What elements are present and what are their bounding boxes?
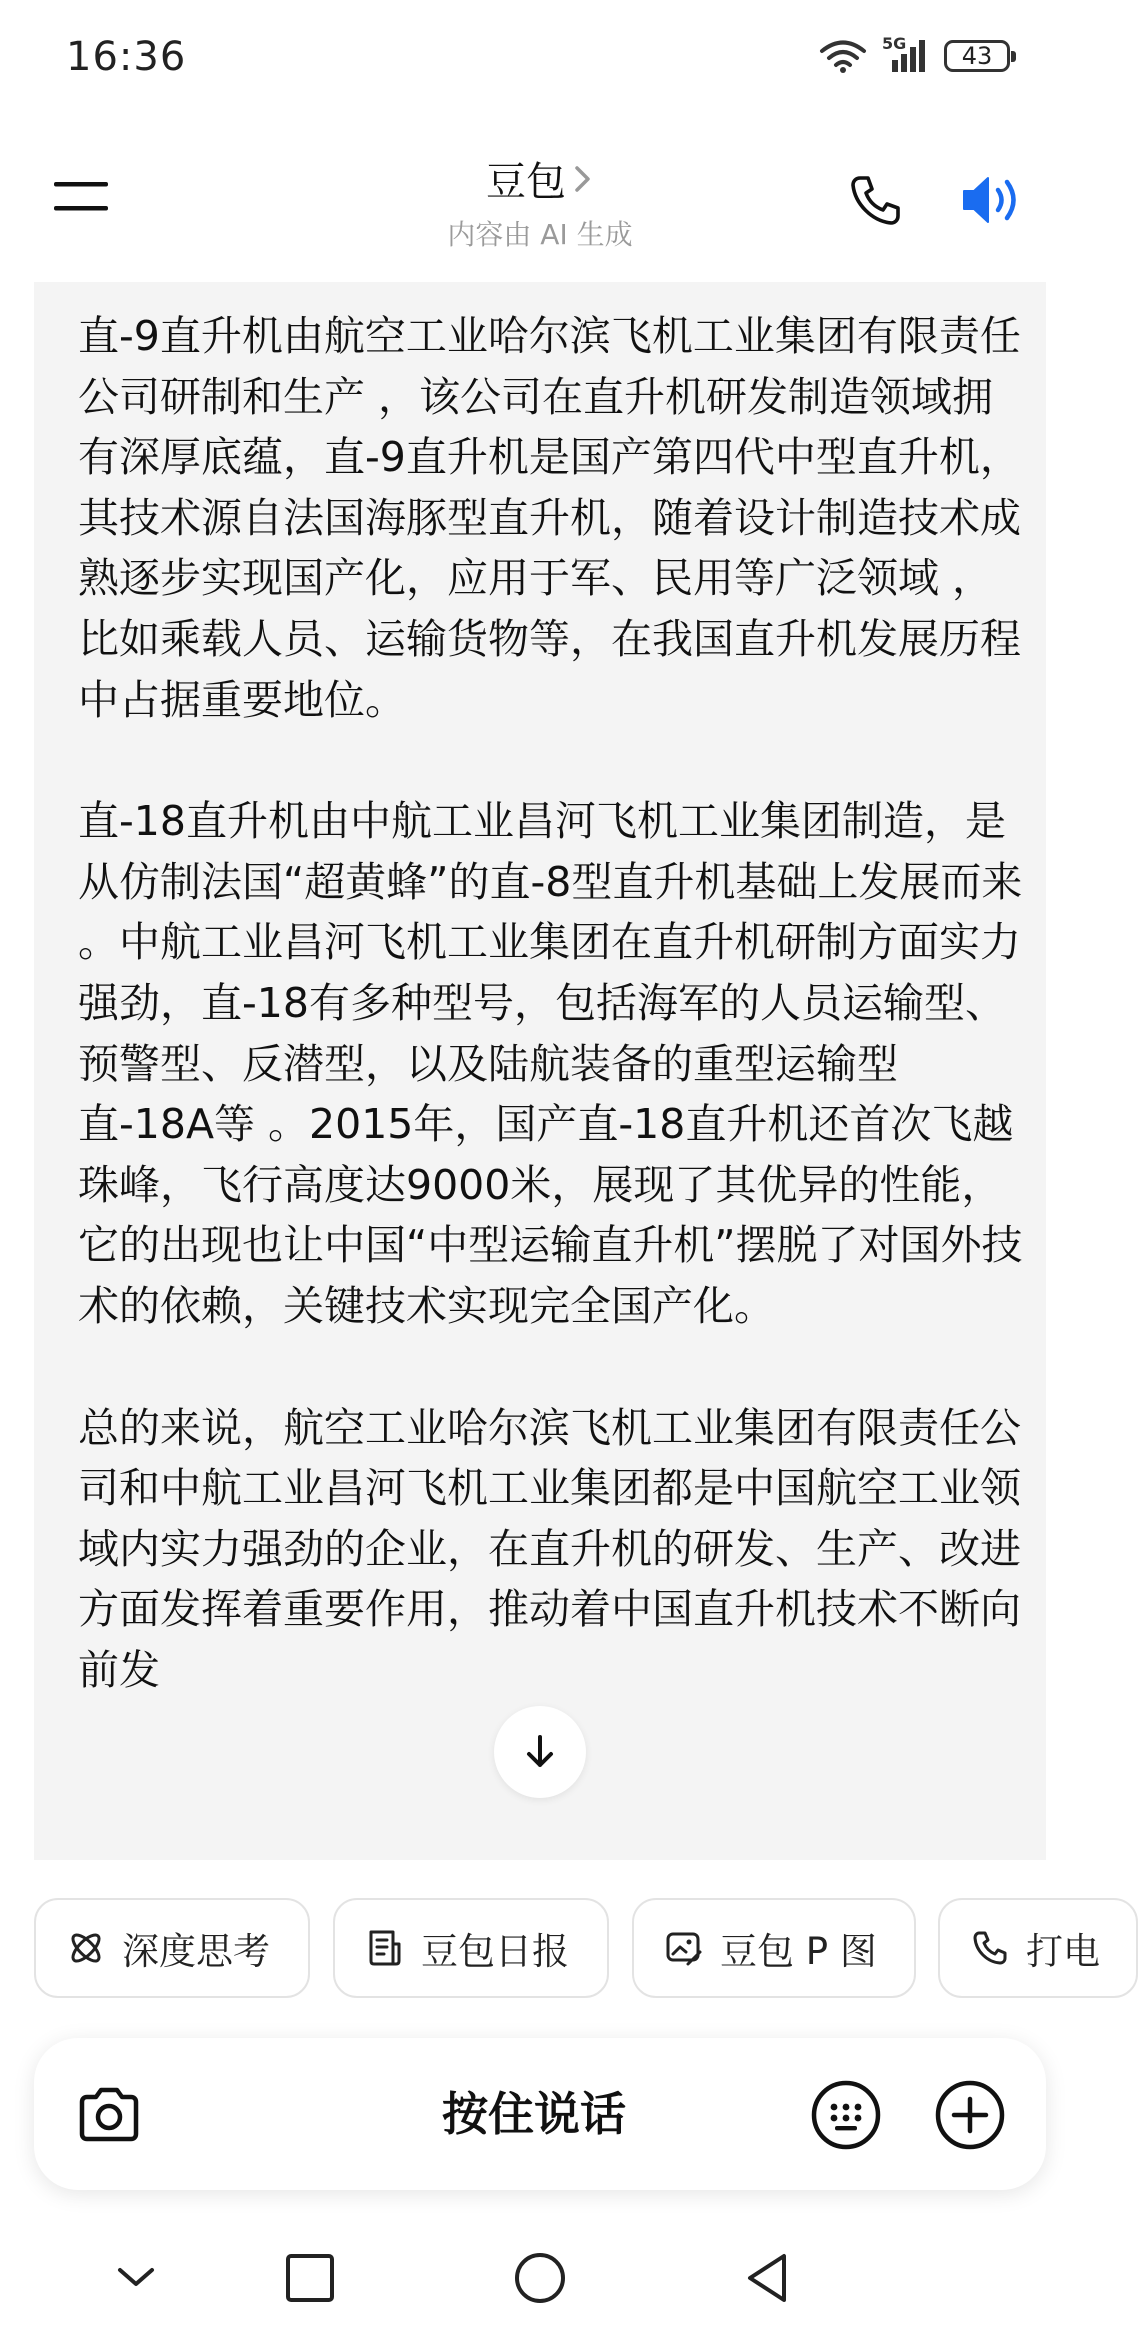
square-icon	[280, 2248, 340, 2308]
chevron-right-icon	[572, 163, 594, 195]
chip-photo-edit[interactable]	[632, 1898, 916, 1998]
nav-back-button[interactable]	[738, 2248, 798, 2308]
speaker-button[interactable]	[960, 170, 1030, 230]
hold-to-talk-button[interactable]: 按住说话	[442, 2087, 626, 2141]
phone-icon	[970, 1928, 1010, 1968]
status-time: 16:36	[66, 34, 187, 80]
title-area	[0, 150, 1080, 253]
newspaper-icon	[365, 1928, 405, 1968]
nav-home-button[interactable]	[510, 2248, 570, 2308]
wifi-icon	[818, 38, 868, 74]
speaker-icon	[960, 170, 1030, 230]
assistant-message	[78, 306, 1028, 1761]
camera-icon	[74, 2080, 144, 2150]
plus-icon	[934, 2079, 1006, 2151]
voice-call-button[interactable]	[846, 170, 906, 230]
chip-phone-call[interactable]	[938, 1898, 1138, 1998]
input-bar	[34, 2038, 1046, 2190]
chip-daily-news[interactable]	[333, 1898, 609, 1998]
cellular-signal	[882, 34, 930, 74]
camera-button[interactable]	[74, 2080, 144, 2150]
message-paragraph: 总的来说，航空工业哈尔滨飞机工业集团有限责任公司和中航工业昌河飞机工业集团都是中国航空工业领域内实力强劲的企业，在直升机的研发、生产、改进方面发挥着重要作用，推动着中国直升机技术不断向前发	[78, 1403, 1021, 1694]
signal-bars-icon	[882, 38, 930, 74]
keyboard-button[interactable]	[810, 2079, 882, 2151]
status-icons	[818, 34, 1010, 74]
circle-icon	[510, 2248, 570, 2308]
chat-header	[0, 120, 1080, 280]
chevron-down-icon	[106, 2248, 166, 2308]
title-link[interactable]	[486, 150, 594, 207]
image-edit-icon	[664, 1928, 704, 1968]
add-attachment-button[interactable]	[934, 2079, 1006, 2151]
triangle-back-icon	[738, 2248, 798, 2308]
message-paragraph: 直-9直升机由航空工业哈尔滨飞机工业集团有限责任公司研制和生产 ，该公司在直升机研发制造领域拥有深厚底蕴，直-9直升机是国产第四代中型直升机，其技术源自法国海豚型直升机，随着设计制造技术成熟逐步实现国产化，应用于军、民用等广泛领域 ，比如乘载人员、运输货物等，在我国直升机发展历程中占据重要地位。	[78, 312, 1021, 724]
page-title: 豆包	[486, 159, 566, 205]
arrow-down-icon	[520, 1732, 560, 1772]
chip-deep-thinking[interactable]	[34, 1898, 310, 1998]
message-paragraph: 直-18直升机由中航工业昌河飞机工业集团制造，是从仿制法国“超黄蜂”的直-8型直升机基础上发展而来 。中航工业昌河飞机工业集团在直升机研制方面实力强劲，直-18有多种型号，包括海军的人员运输型、预警型、反潜型，以及陆航装备的重型运输型直-18A等 。2015年，国产直-18直升机还首次飞越珠峰，飞行高度达9000米，展现了其优异的性能，它的出现也让中国“中型运输直升机”摆脱了对国外技术的依赖，关键技术实现完全国产化。	[78, 797, 1023, 1330]
ai-generated-note: 内容由 AI 生成	[447, 218, 633, 251]
nav-recents-button[interactable]	[280, 2248, 340, 2308]
battery-indicator: 43	[944, 40, 1010, 72]
status-bar	[0, 0, 1080, 120]
chip-label: 打电	[1026, 1930, 1100, 1973]
nav-collapse-button[interactable]	[106, 2248, 166, 2308]
system-nav-bar	[0, 2220, 1080, 2340]
chip-label: 豆包日报	[421, 1930, 569, 1973]
atom-icon	[66, 1928, 106, 1968]
scroll-to-bottom-button[interactable]	[494, 1706, 586, 1798]
quick-actions	[34, 1898, 1100, 2002]
chip-label: 深度思考	[122, 1930, 270, 1973]
network-type-label: 5G	[882, 34, 907, 53]
phone-icon	[846, 170, 906, 230]
chip-label: 豆包 P 图	[720, 1930, 877, 1973]
keyboard-icon	[810, 2079, 882, 2151]
chat-area[interactable]	[34, 282, 1046, 1860]
